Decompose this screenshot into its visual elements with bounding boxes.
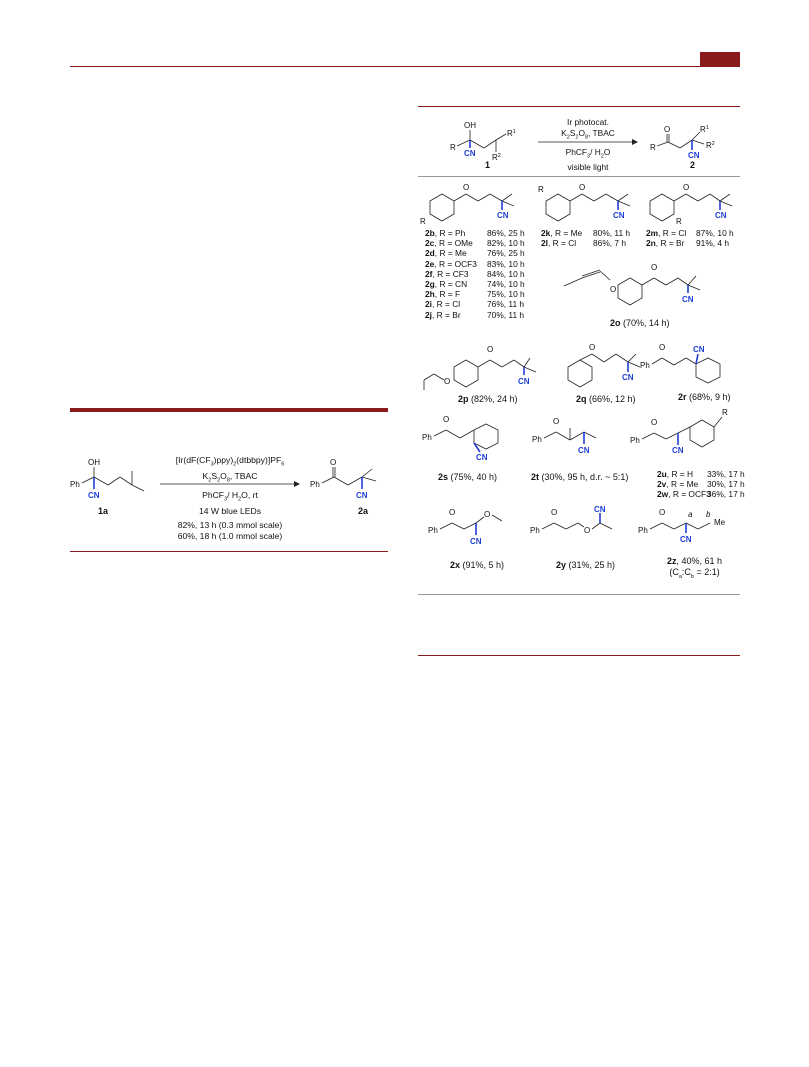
atom-o: O xyxy=(449,508,456,517)
list-item: 2b, R = Ph 86%, 25 h xyxy=(425,228,525,238)
atom-o: O xyxy=(651,418,658,427)
atom-ph: Ph xyxy=(630,436,640,445)
scheme2-pr-label: 2 xyxy=(690,160,696,170)
atom-o: O xyxy=(664,125,671,134)
atom-oh: OH xyxy=(464,121,476,130)
atom-cn: CN xyxy=(470,537,482,546)
scheme1-top-rule xyxy=(70,408,388,412)
atom-cn: CN xyxy=(715,211,727,220)
atom-ph: Ph xyxy=(428,526,438,535)
atom-o: O xyxy=(551,508,558,517)
atom-r: R xyxy=(450,143,456,152)
atom-o: O xyxy=(683,183,690,192)
list-item: 2e, R = OCF3 83%, 10 h xyxy=(425,258,525,269)
condition-yield2: 60%, 18 h (1.0 mmol scale) xyxy=(177,530,283,541)
structure-para-aryl xyxy=(420,180,530,225)
atom-ph: Ph xyxy=(640,361,650,370)
list-2u xyxy=(657,469,745,500)
label-2p: 2p (82%, 24 h) xyxy=(458,394,518,404)
label-2x: 2x (91%, 5 h) xyxy=(450,560,505,570)
label-2z-ratio: ($C_a:C_b$ = 2:1) xyxy=(669,567,720,580)
structure-2t xyxy=(530,410,620,465)
reagent-oxidant: $K_2S_2O_8$, TBAC xyxy=(561,127,615,141)
list-ortho xyxy=(646,228,734,249)
atom-o: O xyxy=(443,415,450,424)
atom-ph: Ph xyxy=(638,526,648,535)
condition-solvent: PhCF$_3$/ $H_2O$, rt xyxy=(202,490,258,503)
atom-cn: CN xyxy=(688,151,700,160)
atom-o: O xyxy=(579,183,586,192)
atom-cn: CN xyxy=(518,377,530,386)
atom-o: O xyxy=(330,458,337,467)
atom-cn: CN xyxy=(622,373,634,382)
condition-light: visible light xyxy=(567,162,609,173)
atom-o: O xyxy=(444,377,451,386)
scheme2-bottom-rule xyxy=(418,594,740,595)
list-item: 2k, R = Me 80%, 11 h xyxy=(541,228,631,238)
scheme1-pr-label: 2a xyxy=(358,506,369,516)
structure-2u xyxy=(628,405,740,465)
scheme2-sm-label: 1 xyxy=(485,160,491,170)
atom-r: R xyxy=(676,217,682,225)
atom-o: O xyxy=(487,345,494,354)
atom-ph: Ph xyxy=(70,480,80,489)
list-item: 2d, R = Me 76%, 25 h xyxy=(425,248,525,259)
label-2s: 2s (75%, 40 h) xyxy=(438,472,498,482)
atom-cn: CN xyxy=(613,211,625,220)
label-2q: 2q (66%, 12 h) xyxy=(576,394,636,404)
atom-me: Me xyxy=(714,518,726,527)
list-item: 2u, R = H 33%, 17 h xyxy=(657,469,745,479)
atom-r2: $R^2$ xyxy=(492,153,501,162)
reagent-oxidant: $K_2S_2O_8$, TBAC xyxy=(202,470,258,484)
structure-2y xyxy=(528,505,628,555)
atom-r: R xyxy=(420,217,426,225)
atom-r1: $R^1$ xyxy=(700,125,709,134)
list-item: 2w, R = OCF3 36%, 17 h xyxy=(657,489,745,500)
atom-cn: CN xyxy=(88,491,100,500)
list-item: 2h, R = F 75%, 10 h xyxy=(425,289,525,300)
atom-r: R xyxy=(538,185,544,194)
scheme2-mid-rule xyxy=(418,176,740,177)
label-2r: 2r (68%, 9 h) xyxy=(678,392,731,402)
scheme2-arrow xyxy=(538,138,638,146)
scheme1-product xyxy=(306,455,390,525)
list-item: 2m, R = Cl 87%, 10 h xyxy=(646,228,734,238)
atom-cn: CN xyxy=(476,453,488,462)
header-tab xyxy=(700,52,740,66)
atom-ph: Ph xyxy=(530,526,540,535)
scheme2-conditions xyxy=(538,147,638,173)
atom-cn: CN xyxy=(497,211,509,220)
atom-o: O xyxy=(659,508,666,517)
list-item: 2l, R = Cl 86%, 7 h xyxy=(541,238,627,249)
condition-yield1: 82%, 13 h (0.3 mmol scale) xyxy=(177,519,283,530)
structure-meta-aryl xyxy=(536,180,646,225)
condition-light: 14 W blue LEDs xyxy=(198,505,262,516)
list-item: 2n, R = Br 91%, 4 h xyxy=(646,238,730,249)
condition-solvent: PhCF$_3$/ $H_2O$ xyxy=(565,147,611,160)
atom-o: O xyxy=(610,285,617,294)
atom-r: R xyxy=(650,143,656,152)
atom-o: O xyxy=(463,183,470,192)
scheme1-sm-label: 1a xyxy=(98,506,109,516)
atom-cn: CN xyxy=(680,535,692,544)
list-item: 2j, R = Br 70%, 11 h xyxy=(425,309,525,320)
structure-2p xyxy=(420,340,540,395)
label-2t: 2t (30%, 95 h, d.r. ~ 5:1) xyxy=(531,472,629,482)
structure-2o xyxy=(560,258,710,313)
structure-2r xyxy=(640,340,740,390)
label-2o: 2o (70%, 14 h) xyxy=(610,318,670,328)
atom-cn: CN xyxy=(594,505,606,514)
structure-2x xyxy=(426,505,516,555)
list-para xyxy=(425,228,525,320)
atom-o: O xyxy=(651,263,658,272)
atom-oh: OH xyxy=(88,458,100,467)
page-rule-right xyxy=(418,655,740,656)
label-2z: 2z, 40%, 61 h ($C_a:C_b$ = 2:1) xyxy=(667,556,722,583)
atom-cn: CN xyxy=(693,345,705,354)
structure-ortho-aryl xyxy=(640,180,740,225)
atom-r1: $R^1$ xyxy=(507,129,516,138)
atom-r: R xyxy=(722,408,728,417)
atom-cn: CN xyxy=(682,295,694,304)
atom-cn: CN xyxy=(672,446,684,455)
atom-label-b: b xyxy=(706,510,711,519)
atom-label-a: a xyxy=(688,510,693,519)
list-item: 2c, R = OMe 82%, 10 h xyxy=(425,238,525,249)
atom-ph: Ph xyxy=(532,435,542,444)
list-meta xyxy=(541,228,631,249)
atom-cn: CN xyxy=(356,491,368,500)
atom-o: O xyxy=(589,343,596,352)
scheme1-bottom-rule xyxy=(70,551,388,552)
header-rule xyxy=(70,66,740,67)
list-item: 2g, R = CN 74%, 10 h xyxy=(425,279,525,290)
atom-o: O xyxy=(659,343,666,352)
reagent-catalyst: $[Ir(dF(CF_3)ppy)_2(dtbbpy)]PF_6$ xyxy=(175,455,285,468)
scheme1-conditions xyxy=(160,490,300,542)
list-item: 2f, R = CF3 84%, 10 h xyxy=(425,268,525,279)
list-item: 2i, R = Cl 76%, 11 h xyxy=(425,299,525,310)
atom-o: O xyxy=(484,510,491,519)
scheme1-arrow xyxy=(160,480,300,488)
atom-ph: Ph xyxy=(422,433,432,442)
atom-o: O xyxy=(553,417,560,426)
structure-2s xyxy=(420,410,530,470)
reagent-photocat: Ir photocat. xyxy=(567,117,609,127)
list-item: 2v, R = Me 30%, 17 h xyxy=(657,479,745,490)
atom-o: O xyxy=(584,526,591,535)
scheme2-top-rule xyxy=(418,106,740,107)
atom-cn: CN xyxy=(578,446,590,455)
atom-r2: $R^2$ xyxy=(706,141,715,150)
label-2y: 2y (31%, 25 h) xyxy=(556,560,616,570)
atom-ph: Ph xyxy=(310,480,320,489)
scheme1-starting-material xyxy=(68,455,158,525)
atom-cn: CN xyxy=(464,149,476,158)
structure-2z xyxy=(636,505,740,555)
